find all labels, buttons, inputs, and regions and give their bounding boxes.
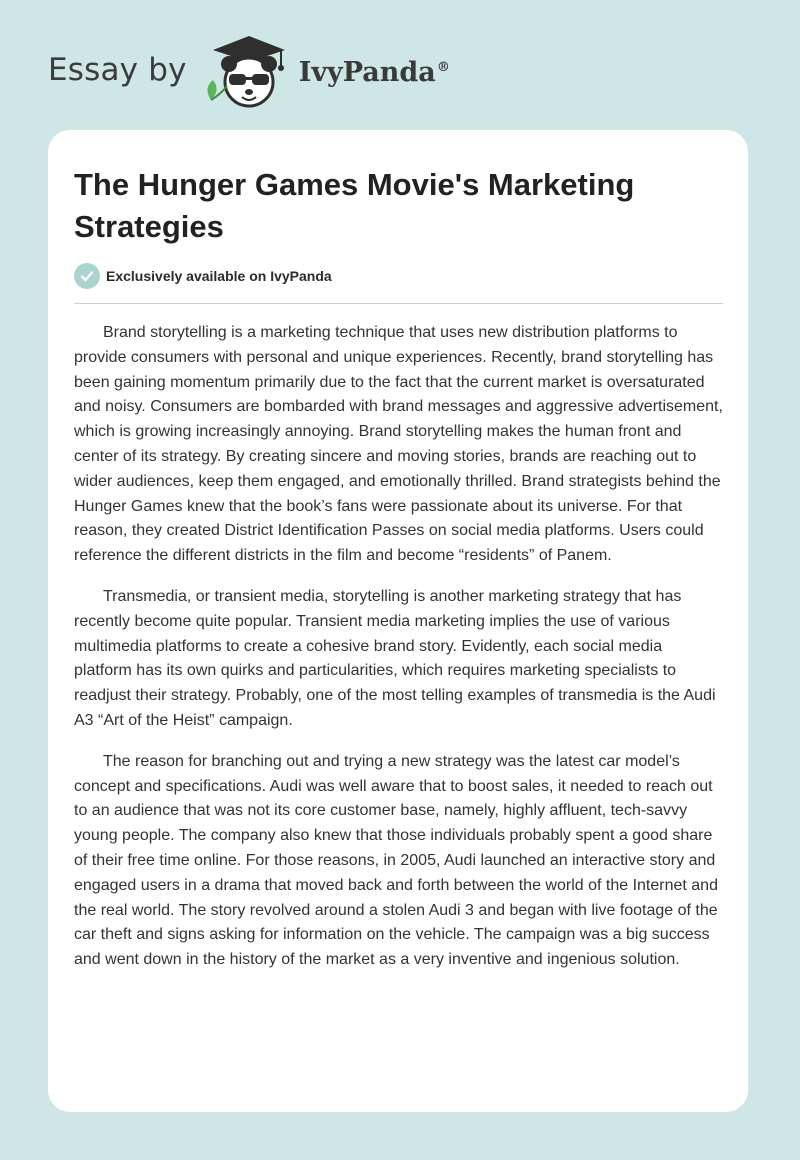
paragraph: The reason for branching out and trying a new strategy was the latest car model’s concept and specifications. Audi was well aware that to boost sales, it needed to reach out to an audience that was not its core customer base, namely, highly affluent, tech-savvy young people. The company also knew that those individuals probably spent a good share of their free time online. For those reasons, in 2005, Audi launched an interactive story and engaged users in a drama that moved back and forth between the world of the Internet and the real world. The story revolved around a stolen Audi 3 and began with live footage of the car theft and signs asking for information on the vehicle. The campaign was a big success and went down in the history of the market as a very inventive and ingenious solution. [74,752,718,969]
essay-card [48,130,748,1112]
site-header [48,30,450,110]
check-icon [74,263,100,289]
essay-by-label: Essay by [48,52,187,88]
exclusive-badge-label: Exclusively available on IvyPanda [106,268,332,284]
page-title: The Hunger Games Movie's Marketing Strategies [74,167,635,244]
essay-body [74,321,724,989]
paragraph: Transmedia, or transient media, storytelling is another marketing strategy that has recently become quite popular. Transient media marketing implies the use of various multimedia platforms to create a cohesive brand story. Evidently, each social media platform has its own quirks and particularities, which requires marketing specialists to readjust their strategy. Probably, one of the most telling examples of transmedia is the Audi A3 “Art of the Heist” campaign. [74,587,716,729]
panda-logo-icon[interactable] [201,30,297,110]
exclusive-badge [74,263,332,289]
registered-mark: ® [436,59,450,75]
brand-name-text: IvyPanda [298,56,436,88]
paragraph: Brand storytelling is a marketing technique that uses new distribution platforms to provide consumers with personal and unique experiences. Recently, brand storytelling has been gaining momentum primarily due to the fact that the current market is oversaturated and noisy. Consumers are bombarded with brand messages and aggressive advertisement, which is growing increasingly annoying. Brand storytelling makes the human front and center of its strategy. By creating sincere and moving stories, brands are reaching out to wider audiences, keep them engaged, and emotionally thrilled. Brand strategists behind the Hunger Games knew that the book’s fans were passionate about its universe. For that reason, they created District Identification Passes on social media platforms. Users could reference the different districts in the film and become “residents” of Panem. [74,324,723,565]
brand-name[interactable] [299,57,450,88]
divider [74,303,723,304]
